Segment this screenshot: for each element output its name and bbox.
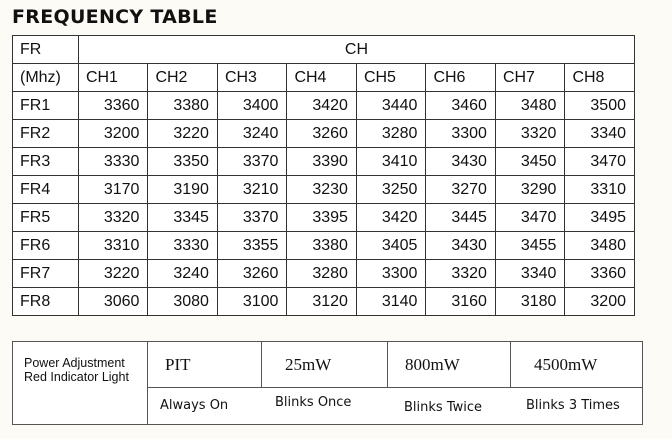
frequency-cell: 3280 [356,120,426,148]
row-label: FR3 [13,148,79,176]
indicator-state: Blinks 3 Times [526,398,620,413]
frequency-cell: 3220 [148,120,218,148]
frequency-cell: 3180 [495,288,565,316]
frequency-cell: 3080 [148,288,218,316]
power-adjustment-label: Power Adjustment [24,356,125,370]
frequency-cell: 3240 [148,260,218,288]
frequency-cell: 3420 [287,92,357,120]
frequency-cell: 3200 [78,120,148,148]
frequency-cell: 3310 [78,232,148,260]
row-label: FR8 [13,288,79,316]
frequency-cell: 3445 [426,204,496,232]
frequency-cell: 3260 [217,260,287,288]
frequency-cell: 3390 [287,148,357,176]
fr-header-cell: FR [13,36,79,64]
legend-divider [148,387,642,388]
channel-header: CH8 [565,64,635,92]
frequency-cell: 3440 [356,92,426,120]
power-level: 25mW [285,355,332,374]
row-label: FR6 [13,232,79,260]
frequency-cell: 3300 [356,260,426,288]
red-indicator-light-label: Red Indicator Light [24,370,129,384]
frequency-cell: 3320 [495,120,565,148]
row-label: FR4 [13,176,79,204]
frequency-cell: 3460 [426,92,496,120]
frequency-cell: 3120 [287,288,357,316]
indicator-state: Blinks Once [275,395,352,410]
frequency-cell: 3360 [78,92,148,120]
frequency-cell: 3480 [495,92,565,120]
frequency-cell: 3240 [217,120,287,148]
frequency-cell: 3170 [78,176,148,204]
frequency-cell: 3200 [565,288,635,316]
frequency-cell: 3340 [495,260,565,288]
channel-header: CH2 [148,64,218,92]
frequency-cell: 3500 [565,92,635,120]
frequency-cell: 3060 [78,288,148,316]
frequency-cell: 3495 [565,204,635,232]
table-row [13,148,635,176]
frequency-cell: 3320 [426,260,496,288]
frequency-cell: 3220 [78,260,148,288]
frequency-cell: 3360 [565,260,635,288]
table-header-row [13,36,635,64]
row-label: FR7 [13,260,79,288]
power-indicator-legend [12,341,643,425]
row-label: FR2 [13,120,79,148]
table-row [13,120,635,148]
table-row [13,288,635,316]
power-level: PIT [165,355,191,374]
frequency-cell: 3340 [565,120,635,148]
channel-header: CH5 [356,64,426,92]
mhz-header-cell: (Mhz) [13,64,79,92]
frequency-cell: 3260 [287,120,357,148]
channel-header: CH7 [495,64,565,92]
row-label: FR1 [13,92,79,120]
frequency-cell: 3230 [287,176,357,204]
frequency-cell: 3370 [217,148,287,176]
frequency-cell: 3320 [78,204,148,232]
frequency-cell: 3100 [217,288,287,316]
legend-divider [510,342,511,387]
frequency-cell: 3250 [356,176,426,204]
ch-header-cell: CH [78,36,634,64]
frequency-cell: 3190 [148,176,218,204]
frequency-cell: 3410 [356,148,426,176]
legend-divider [261,342,262,387]
power-level: 800mW [405,355,460,374]
frequency-cell: 3370 [217,204,287,232]
frequency-cell: 3380 [148,92,218,120]
frequency-cell: 3350 [148,148,218,176]
frequency-cell: 3420 [356,204,426,232]
frequency-cell: 3470 [495,204,565,232]
frequency-cell: 3355 [217,232,287,260]
frequency-cell: 3450 [495,148,565,176]
frequency-cell: 3160 [426,288,496,316]
indicator-state: Blinks Twice [404,400,482,415]
frequency-cell: 3430 [426,148,496,176]
indicator-state: Always On [160,398,229,413]
frequency-cell: 3140 [356,288,426,316]
frequency-cell: 3400 [217,92,287,120]
frequency-cell: 3430 [426,232,496,260]
channel-header: CH6 [426,64,496,92]
frequency-cell: 3470 [565,148,635,176]
frequency-cell: 3280 [287,260,357,288]
page-title: FREQUENCY TABLE [12,6,218,28]
frequency-cell: 3290 [495,176,565,204]
frequency-cell: 3210 [217,176,287,204]
row-label: FR5 [13,204,79,232]
frequency-cell: 3300 [426,120,496,148]
frequency-cell: 3380 [287,232,357,260]
table-row [13,176,635,204]
frequency-cell: 3480 [565,232,635,260]
frequency-cell: 3455 [495,232,565,260]
frequency-cell: 3270 [426,176,496,204]
frequency-cell: 3330 [78,148,148,176]
frequency-cell: 3310 [565,176,635,204]
table-row [13,204,635,232]
table-row [13,232,635,260]
frequency-cell: 3330 [148,232,218,260]
channel-header-row [13,64,635,92]
legend-divider [387,342,388,387]
frequency-cell: 3395 [287,204,357,232]
table-row [13,92,635,120]
frequency-cell: 3405 [356,232,426,260]
channel-header: CH3 [217,64,287,92]
legend-row-title [13,342,148,424]
channel-header: CH4 [287,64,357,92]
frequency-cell: 3345 [148,204,218,232]
power-level: 4500mW [534,355,598,374]
frequency-table [12,35,635,316]
channel-header: CH1 [78,64,148,92]
table-row [13,260,635,288]
